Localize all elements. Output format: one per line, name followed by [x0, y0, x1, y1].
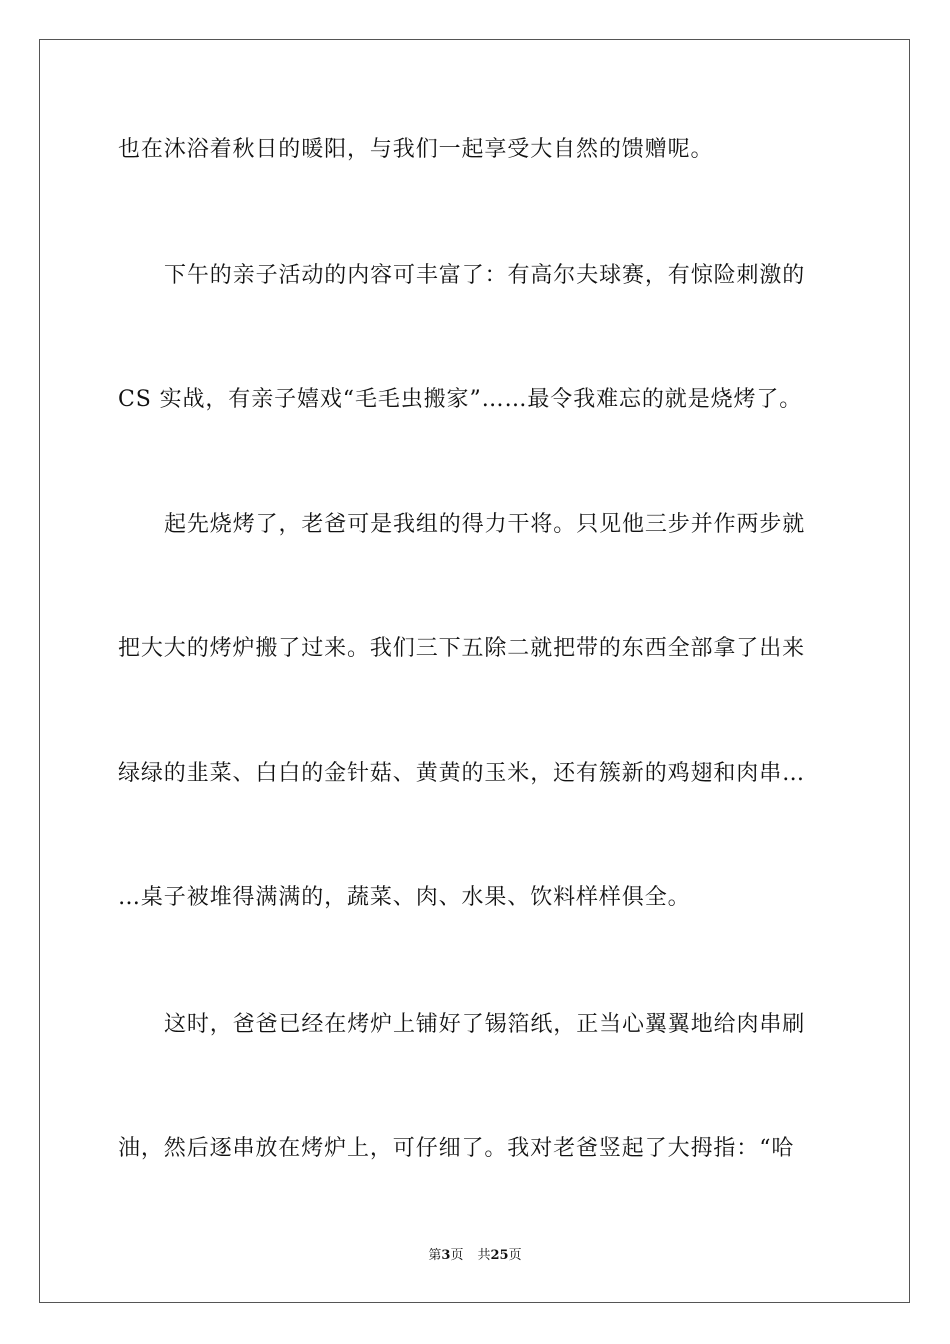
- text-line: 这时，爸爸已经在烤炉上铺好了锡箔纸，正当心翼翼地给肉串刷: [164, 1012, 806, 1037]
- text-line: …桌子被堆得满满的，蔬菜、肉、水果、饮料样样俱全。: [118, 885, 691, 910]
- text-line: 绿绿的韭菜、白白的金针菇、黄黄的玉米，还有簇新的鸡翅和肉串…: [118, 761, 806, 786]
- page-number: 3: [441, 1248, 451, 1263]
- page-border: [39, 39, 910, 1303]
- text-line: 起先烧烤了，老爸可是我组的得力干将。只见他三步并作两步就: [164, 512, 806, 537]
- page-suffix: 页: [450, 1248, 464, 1263]
- total-prefix: 共: [477, 1248, 491, 1263]
- text-line: CS 实战，有亲子嬉戏“毛毛虫搬家”……最令我难忘的就是烧烤了。: [118, 387, 803, 412]
- page-footer: [0, 1244, 950, 1263]
- text-line: 下午的亲子活动的内容可丰富了：有高尔夫球赛，有惊险刺激的: [164, 263, 806, 288]
- text-line: 也在沐浴着秋日的暖阳，与我们一起享受大自然的馈赠呢。: [118, 137, 714, 162]
- total-pages: 25: [490, 1248, 509, 1263]
- page-prefix: 第: [428, 1248, 442, 1263]
- text-line: 油，然后逐串放在烤炉上，可仔细了。我对老爸竖起了大拇指：“哈: [118, 1136, 795, 1161]
- total-suffix: 页: [508, 1248, 522, 1263]
- text-line: 把大大的烤炉搬了过来。我们三下五除二就把带的东西全部拿了出来: [118, 636, 806, 661]
